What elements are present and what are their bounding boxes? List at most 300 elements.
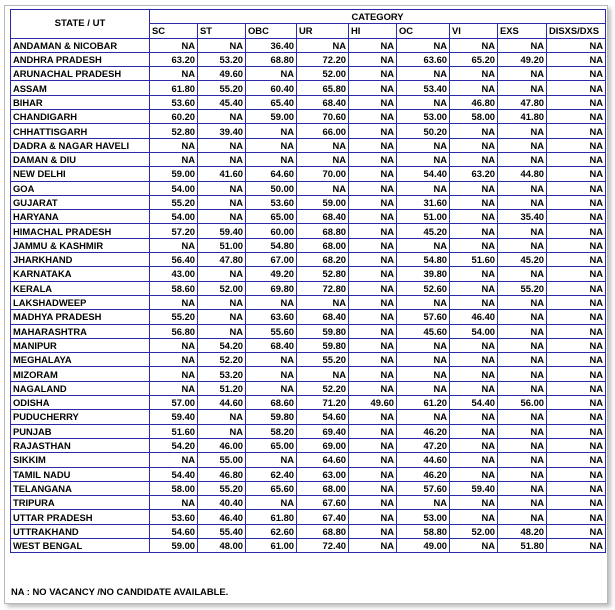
value-cell: 67.00 [246,253,297,267]
value-cell: 52.00 [450,524,498,538]
table-row [11,467,606,481]
value-cell: NA [498,295,547,309]
value-cell: 68.40 [297,95,349,109]
value-cell: NA [450,38,498,52]
category-header: CATEGORY [150,10,606,24]
value-cell: NA [547,396,606,410]
value-cell: NA [498,238,547,252]
value-cell: 58.00 [150,481,198,495]
value-cell: 51.00 [198,238,246,252]
value-cell: NA [498,195,547,209]
state-name-cell: UTTAR PRADESH [11,510,150,524]
value-cell: NA [450,353,498,367]
value-cell: 55.20 [150,195,198,209]
value-cell: 54.60 [150,524,198,538]
table-row [11,524,606,538]
value-cell: NA [198,181,246,195]
value-cell: NA [349,38,397,52]
value-cell: 54.60 [297,410,349,424]
value-cell: NA [349,210,397,224]
value-cell: NA [349,410,397,424]
value-cell: NA [450,338,498,352]
table-row [11,81,606,95]
state-name-cell: MANIPUR [11,338,150,352]
value-cell: 51.80 [498,538,547,552]
value-cell: 58.60 [150,281,198,295]
value-cell: 55.20 [198,481,246,495]
value-cell: 68.20 [297,253,349,267]
value-cell: 52.80 [150,124,198,138]
value-cell: 65.60 [246,481,297,495]
value-cell: NA [397,238,450,252]
value-cell: NA [349,538,397,552]
value-cell: NA [547,238,606,252]
value-cell: NA [450,438,498,452]
table-row [11,253,606,267]
value-cell: 46.40 [198,510,246,524]
state-name-cell: LAKSHADWEEP [11,295,150,309]
value-cell: 68.40 [297,210,349,224]
state-name-cell: KERALA [11,281,150,295]
table-header [11,10,606,39]
state-name-cell: NAGALAND [11,381,150,395]
value-cell: NA [450,281,498,295]
value-cell: NA [349,281,397,295]
value-cell: NA [349,367,397,381]
value-cell: NA [198,424,246,438]
value-cell: 52.60 [397,281,450,295]
value-cell: 49.00 [397,538,450,552]
value-cell: 68.00 [297,238,349,252]
value-cell: 69.80 [246,281,297,295]
value-cell: 39.40 [198,124,246,138]
value-cell: NA [349,453,397,467]
value-cell: NA [498,38,547,52]
value-cell: NA [498,496,547,510]
value-cell: 46.20 [397,424,450,438]
value-cell: 35.40 [498,210,547,224]
value-cell: NA [349,152,397,166]
state-name-cell: DAMAN & DIU [11,152,150,166]
state-name-cell: ANDAMAN & NICOBAR [11,38,150,52]
value-cell: NA [297,295,349,309]
table-row [11,438,606,452]
value-cell: NA [547,38,606,52]
value-cell: 71.20 [297,396,349,410]
value-cell: NA [450,467,498,481]
value-cell: 54.20 [150,438,198,452]
value-cell: 45.20 [397,224,450,238]
state-name-cell: RAJASTHAN [11,438,150,452]
value-cell: NA [547,167,606,181]
value-cell: NA [498,67,547,81]
table-row [11,52,606,66]
value-cell: NA [547,281,606,295]
value-cell: 65.00 [246,210,297,224]
table-row [11,224,606,238]
value-cell: NA [349,310,397,324]
value-cell: NA [246,67,297,81]
value-cell: NA [349,95,397,109]
value-cell: 54.40 [450,396,498,410]
value-cell: 59.00 [150,538,198,552]
table-row [11,238,606,252]
value-cell: NA [498,138,547,152]
value-cell: NA [397,67,450,81]
value-cell: NA [397,295,450,309]
state-name-cell: CHHATTISGARH [11,124,150,138]
table-row [11,453,606,467]
value-cell: NA [450,367,498,381]
state-name-cell: UTTRAKHAND [11,524,150,538]
value-cell: 56.80 [150,324,198,338]
value-cell: 72.80 [297,281,349,295]
value-cell: NA [246,367,297,381]
value-cell: NA [150,381,198,395]
value-cell: NA [150,453,198,467]
value-cell: 64.60 [246,167,297,181]
table-row [11,324,606,338]
value-cell: NA [498,224,547,238]
value-cell: 53.20 [198,52,246,66]
value-cell: NA [349,110,397,124]
value-cell: 61.80 [150,81,198,95]
value-cell: 59.80 [297,324,349,338]
footnote: NA : NO VACANCY /NO CANDIDATE AVAILABLE. [11,586,229,597]
value-cell: 50.00 [246,181,297,195]
value-cell: NA [498,124,547,138]
value-cell: NA [547,367,606,381]
value-cell: 67.40 [297,510,349,524]
value-cell: NA [547,138,606,152]
value-cell: 54.40 [150,467,198,481]
value-cell: 59.40 [150,410,198,424]
value-cell: 62.40 [246,467,297,481]
table-row [11,152,606,166]
value-cell: NA [150,138,198,152]
table-row [11,381,606,395]
column-header-sc: SC [150,24,198,38]
value-cell: 54.20 [198,338,246,352]
value-cell: NA [349,124,397,138]
table-row [11,410,606,424]
column-header-disxs-dxs: DISXS/DXS [547,24,606,38]
state-name-cell: HARYANA [11,210,150,224]
value-cell: 55.20 [297,353,349,367]
state-name-cell: PUNJAB [11,424,150,438]
value-cell: NA [450,67,498,81]
value-cell: 54.80 [397,253,450,267]
value-cell: NA [547,295,606,309]
value-cell: 52.00 [297,67,349,81]
state-name-cell: MEGHALAYA [11,353,150,367]
value-cell: NA [498,310,547,324]
value-cell: 57.00 [150,396,198,410]
value-cell: NA [498,481,547,495]
value-cell: NA [450,210,498,224]
value-cell: NA [450,295,498,309]
value-cell: NA [450,381,498,395]
value-cell: NA [198,38,246,52]
table-row [11,195,606,209]
value-cell: 58.20 [246,424,297,438]
value-cell: NA [349,138,397,152]
value-cell: 69.40 [297,424,349,438]
value-cell: 60.00 [246,224,297,238]
value-cell: NA [498,467,547,481]
value-cell: 55.40 [198,524,246,538]
value-cell: NA [450,152,498,166]
value-cell: 40.40 [198,496,246,510]
value-cell: NA [349,481,397,495]
value-cell: NA [498,338,547,352]
value-cell: 59.40 [450,481,498,495]
value-cell: 48.20 [498,524,547,538]
value-cell: 61.00 [246,538,297,552]
table-row [11,138,606,152]
value-cell: NA [150,295,198,309]
value-cell: NA [547,381,606,395]
value-cell: 47.20 [397,438,450,452]
state-name-cell: KARNATAKA [11,267,150,281]
value-cell: 59.80 [246,410,297,424]
value-cell: NA [547,224,606,238]
value-cell: NA [198,310,246,324]
value-cell: NA [349,181,397,195]
value-cell: 54.80 [246,238,297,252]
state-column-header: STATE / UT [11,10,150,39]
value-cell: 52.80 [297,267,349,281]
value-cell: 44.80 [498,167,547,181]
value-cell: NA [198,210,246,224]
value-cell: NA [246,138,297,152]
value-cell: 52.00 [198,281,246,295]
value-cell: NA [450,195,498,209]
value-cell: NA [547,338,606,352]
value-cell: 49.60 [198,67,246,81]
value-cell: NA [498,367,547,381]
value-cell: NA [349,467,397,481]
value-cell: NA [198,110,246,124]
value-cell: NA [547,195,606,209]
value-cell: NA [349,167,397,181]
state-name-cell: TELANGANA [11,481,150,495]
value-cell: NA [450,267,498,281]
state-name-cell: BIHAR [11,95,150,109]
value-cell: NA [198,152,246,166]
value-cell: 53.60 [150,95,198,109]
value-cell: NA [150,353,198,367]
value-cell: NA [498,267,547,281]
value-cell: NA [349,524,397,538]
value-cell: NA [349,353,397,367]
value-cell: NA [297,181,349,195]
table-row [11,510,606,524]
value-cell: NA [498,453,547,467]
value-cell: 49.20 [246,267,297,281]
value-cell: NA [547,467,606,481]
value-cell: 59.00 [246,110,297,124]
value-cell: NA [349,496,397,510]
value-cell: NA [397,381,450,395]
column-header-exs: EXS [498,24,547,38]
value-cell: NA [547,324,606,338]
state-name-cell: PUDUCHERRY [11,410,150,424]
value-cell: NA [397,367,450,381]
value-cell: NA [498,381,547,395]
value-cell: 61.20 [397,396,450,410]
value-cell: 59.00 [297,195,349,209]
value-cell: NA [498,324,547,338]
value-cell: NA [498,152,547,166]
value-cell: NA [349,510,397,524]
value-cell: NA [150,67,198,81]
value-cell: 53.00 [397,110,450,124]
value-cell: NA [198,138,246,152]
value-cell: NA [246,353,297,367]
value-cell: 47.80 [498,95,547,109]
value-cell: 54.00 [150,210,198,224]
value-cell: 53.20 [198,367,246,381]
table-row [11,353,606,367]
value-cell: 63.60 [246,310,297,324]
value-cell: NA [198,195,246,209]
value-cell: 53.00 [397,510,450,524]
value-cell: 59.00 [150,167,198,181]
value-cell: 70.60 [297,110,349,124]
value-cell: 65.20 [450,52,498,66]
value-cell: 72.20 [297,52,349,66]
value-cell: NA [547,438,606,452]
value-cell: NA [450,410,498,424]
value-cell: 56.40 [150,253,198,267]
value-cell: NA [547,424,606,438]
value-cell: 59.80 [297,338,349,352]
table-row [11,424,606,438]
value-cell: 50.20 [397,124,450,138]
value-cell: NA [547,95,606,109]
table-row [11,295,606,309]
state-name-cell: GOA [11,181,150,195]
value-cell: NA [297,152,349,166]
value-cell: 45.40 [198,95,246,109]
value-cell: 51.00 [397,210,450,224]
value-cell: NA [349,81,397,95]
value-cell: 57.60 [397,310,450,324]
value-cell: NA [150,338,198,352]
value-cell: NA [450,510,498,524]
value-cell: 49.20 [498,52,547,66]
value-cell: NA [349,381,397,395]
value-cell: 68.40 [246,338,297,352]
value-cell: 55.20 [150,310,198,324]
value-cell: 55.20 [198,81,246,95]
state-name-cell: CHANDIGARH [11,110,150,124]
value-cell: NA [450,424,498,438]
value-cell: 63.20 [150,52,198,66]
value-cell: NA [450,138,498,152]
value-cell: NA [198,267,246,281]
value-cell: NA [349,295,397,309]
value-cell: NA [547,67,606,81]
table-row [11,367,606,381]
value-cell: NA [150,367,198,381]
column-header-vi: VI [450,24,498,38]
value-cell: NA [397,338,450,352]
value-cell: NA [198,295,246,309]
value-cell: 58.00 [450,110,498,124]
value-cell: 55.20 [498,281,547,295]
value-cell: NA [450,238,498,252]
value-cell: NA [246,124,297,138]
value-cell: NA [498,424,547,438]
value-cell: NA [547,453,606,467]
value-cell: 65.80 [297,81,349,95]
value-cell: NA [246,381,297,395]
value-cell: 52.20 [297,381,349,395]
value-cell: 68.60 [246,396,297,410]
value-cell: NA [450,538,498,552]
value-cell: NA [150,238,198,252]
value-cell: 55.60 [246,324,297,338]
state-name-cell: MAHARASHTRA [11,324,150,338]
value-cell: NA [498,353,547,367]
table-body [11,38,606,553]
value-cell: 70.00 [297,167,349,181]
value-cell: NA [547,81,606,95]
table-row [11,338,606,352]
value-cell: NA [450,224,498,238]
value-cell: 65.40 [246,95,297,109]
value-cell: 48.00 [198,538,246,552]
value-cell: 63.00 [297,467,349,481]
value-cell: 53.60 [150,510,198,524]
value-cell: 72.40 [297,538,349,552]
value-cell: NA [498,438,547,452]
value-cell: 53.60 [246,195,297,209]
value-cell: NA [498,81,547,95]
value-cell: 57.20 [150,224,198,238]
table-row [11,181,606,195]
table-row [11,267,606,281]
value-cell: NA [547,524,606,538]
value-cell: NA [349,438,397,452]
value-cell: NA [349,253,397,267]
value-cell: NA [547,310,606,324]
value-cell: NA [198,324,246,338]
value-cell: NA [297,367,349,381]
value-cell: 44.60 [397,453,450,467]
value-cell: NA [547,152,606,166]
value-cell: 54.40 [397,167,450,181]
value-cell: 51.60 [450,253,498,267]
value-cell: 66.00 [297,124,349,138]
value-cell: 69.00 [297,438,349,452]
value-cell: 56.00 [498,396,547,410]
value-cell: NA [547,496,606,510]
value-cell: NA [547,538,606,552]
value-cell: 31.60 [397,195,450,209]
value-cell: NA [397,138,450,152]
column-header-st: ST [198,24,246,38]
table-row [11,310,606,324]
value-cell: NA [397,410,450,424]
value-cell: 62.60 [246,524,297,538]
table-row [11,67,606,81]
value-cell: NA [349,67,397,81]
value-cell: 61.80 [246,510,297,524]
state-name-cell: MIZORAM [11,367,150,381]
